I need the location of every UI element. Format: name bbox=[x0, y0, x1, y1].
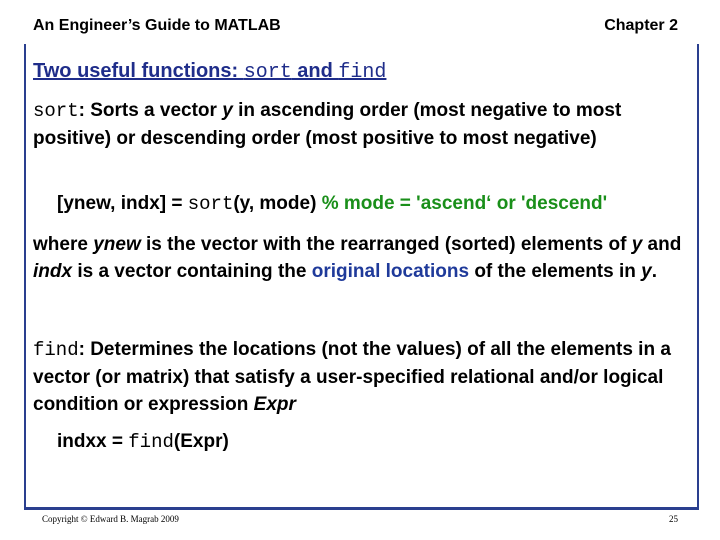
where-y2: y bbox=[641, 261, 652, 282]
where-w5: of the elements in bbox=[469, 261, 642, 282]
title-and: and bbox=[291, 60, 339, 82]
where-highlight: original locations bbox=[311, 261, 470, 282]
where-y1: y bbox=[631, 234, 643, 255]
where-w6: . bbox=[651, 261, 657, 282]
where-w2: is the vector with the rearranged (sorted) elements of bbox=[140, 234, 632, 255]
find-cmd-fn: find bbox=[128, 431, 174, 453]
copyright: Copyright © Edward B. Magrab 2009 bbox=[42, 514, 179, 524]
where-indx: indx bbox=[33, 261, 73, 282]
sort-description bbox=[33, 97, 703, 152]
title-find-fn: find bbox=[338, 61, 387, 84]
sort-command bbox=[57, 190, 717, 218]
where-paragraph bbox=[33, 231, 703, 285]
where-w4: is a vector containing the bbox=[72, 261, 312, 282]
where-ynew: ynew bbox=[93, 234, 141, 255]
title-prefix: Two useful functions: bbox=[33, 60, 244, 82]
chapter-label: Chapter 2 bbox=[604, 17, 678, 34]
where-w1: where bbox=[33, 234, 94, 255]
slide-title bbox=[33, 58, 703, 86]
find-text-a: : Determines the locations (not the values) of all the elements in a vector (or matrix) that satisfy a user-specified relational and/or logical condition or expression bbox=[33, 339, 671, 415]
sort-cmd-fn: sort bbox=[187, 193, 234, 215]
book-title: An Engineer’s Guide to MATLAB bbox=[33, 17, 281, 34]
sort-text-a: : Sorts a vector bbox=[78, 100, 223, 121]
sort-cmd-lhs: [ynew, indx] = bbox=[57, 193, 188, 214]
sort-var-y: y bbox=[222, 100, 233, 121]
find-cmd-lhs: indxx = bbox=[57, 431, 129, 452]
sort-cmd-args: (y, mode) bbox=[233, 193, 322, 214]
find-description bbox=[33, 336, 703, 418]
find-cmd-args: (Expr) bbox=[173, 431, 229, 452]
where-w3: and bbox=[642, 234, 682, 255]
find-expr: Expr bbox=[253, 394, 296, 415]
find-fn-name: find bbox=[33, 339, 79, 361]
page-number: 25 bbox=[669, 514, 678, 524]
sort-text-b: in ascending order (most negative to most positive) or descending order (most positive to most negative) bbox=[33, 100, 622, 149]
title-sort-fn: sort bbox=[243, 61, 292, 84]
find-command bbox=[57, 428, 720, 456]
sort-fn-name: sort bbox=[33, 100, 79, 122]
sort-cmd-comment: % mode = 'ascend‘ or 'descend' bbox=[321, 193, 608, 214]
